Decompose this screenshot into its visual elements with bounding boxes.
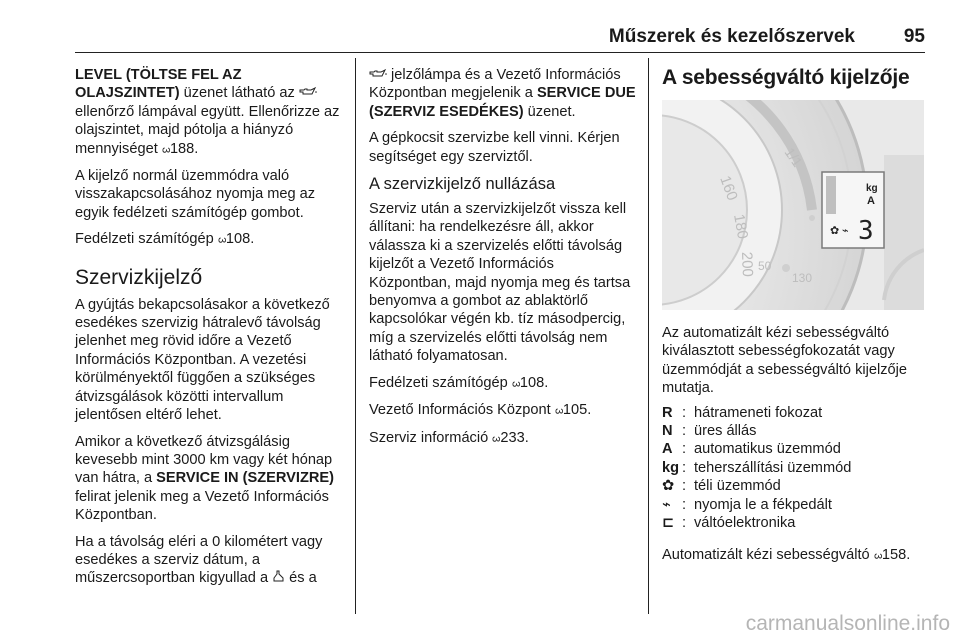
winter-mode-icon: ✿ [662,478,675,495]
paragraph: A gépkocsit szervizbe kell vinni. Kérjen segítséget egy szerviztől. [369,130,620,165]
bold-term: SERVICE IN (SZERVIZRE) [156,470,335,487]
legend-table [662,404,851,533]
paragraph: Az automatizált kézi sebességváltó kiválasztott sebességfokozatát vagy üzemmódját a sebességváltó kijelzője mutatja. [662,325,907,397]
legend-row [662,422,851,440]
page-ref-link[interactable]: 108. [225,231,255,248]
legend-row [662,496,851,514]
page-ref-icon: 3 [870,553,883,560]
paragraph [662,546,932,565]
text: Amikor a következő átvizsgálásig kevesebb mint 3000 km vagy két hónap van hátra, a [75,433,333,487]
paragraph [75,66,345,159]
text: és a [285,570,317,587]
text: ellenőrző lámpával együtt. Ellenőrizze az olajszintet, majd pótolja a hiányzó mennyiséget [75,103,340,157]
page-ref-link[interactable]: 108. [519,374,549,391]
legend-colon: : [682,459,687,476]
text: üzenet látható az [179,85,299,102]
subsection-heading: A szervizkijelző nullázása [369,175,556,194]
legend-key: A [662,441,673,458]
legend-desc: üres állás [694,423,757,440]
brake-pedal-icon: ⌁ [842,225,849,237]
page-ref-icon: 3 [552,408,565,415]
dial-tick-label: 200 [738,251,756,278]
paragraph [75,533,345,588]
legend-row [662,459,851,477]
legend-desc: nyomja le a fékpedált [694,496,832,513]
page-ref-link[interactable]: 188. [169,140,199,157]
winter-mode-icon: ✿ [830,225,840,237]
page-ref-link[interactable]: 105. [562,402,592,419]
paragraph [369,401,639,420]
display-kg-label: kg [866,183,878,194]
gearbox-display-illustration [662,100,924,310]
text: Vezető Információs Központ [369,402,555,419]
dial-tick-label: 130 [792,271,813,285]
page-ref-icon: 3 [215,237,228,244]
paragraph [75,433,345,525]
legend-colon: : [682,404,687,421]
legend-row [662,440,851,458]
oil-can-icon [369,66,387,84]
paragraph: A kijelző normál üzemmódra való visszakapcsolásához nyomja meg az egyik fedélzeti számítógép gombot. [75,168,316,221]
column-divider-2 [648,58,649,614]
bold-term: SERVICE DUE (SZERVIZ ESEDÉKES) [369,85,636,120]
page-number: 95 [903,26,925,47]
legend-desc: téli üzemmód [694,478,781,495]
watermark-footer[interactable]: carmanualsonline.info [745,612,950,635]
dial-tick-label: 160 [716,173,741,203]
legend-desc: váltóelektronika [694,515,796,532]
bold-term: LEVEL (TÖLTSE FEL AZ OLAJSZINTET) [75,67,242,102]
paragraph: Szerviz után a szervizkijelzőt vissza kell állítani: ha rendelkezésre áll, akkor válassza ki a szervizelés előtti távolság kijelzőt a Vezető Információs Központban, majd nyomja meg és tartsa benyomva a gombot az ablaktörlő kapcsolókar végén kb. tíz másodpercig, míg a szervizelés előtti távolság nem látható folyamatosan. [369,201,631,365]
page-ref-link[interactable]: 233. [500,429,529,446]
text: jelzőlámpa és a Vezető Információs Központban megjelenik a [369,67,621,102]
page-ref-icon: 3 [489,435,502,442]
column-2 [369,66,639,456]
page-ref-link[interactable]: 158. [881,547,911,564]
section-heading: Szervizkijelző [75,265,203,289]
service-wrench-icon [272,569,285,587]
legend-desc: automatikus üzemmód [694,441,841,458]
text: üzenet. [523,103,576,120]
text: Ha a távolság eléri a 0 kilométert vagy esedékes a szerviz dátum, a műszercsoportban kigyullad a [75,533,323,587]
display-auto-label: A [867,195,875,207]
paragraph: A gyújtás bekapcsolásakor a következő esedékes szervizig hátralevő távolság jelenhet meg rövid időre a Vezető Információs Központban. A vezetési körülményektől függően a szükséges átvizsgálások közötti intervallum jelentősen eltérő lehet. [75,296,330,424]
legend-key: N [662,423,673,440]
text: Automatizált kézi sebességváltó [662,547,874,564]
column-3 [662,66,932,574]
oil-can-icon [299,84,317,102]
paragraph [369,429,639,448]
legend-colon: : [682,515,687,532]
legend-colon: : [682,496,687,513]
paragraph [369,374,639,393]
legend-desc: teherszállítási üzemmód [694,459,852,476]
dial-tick-label: 50 [758,259,772,273]
brake-pedal-icon: ⌁ [662,496,671,513]
legend-key: kg [662,459,680,476]
column-1 [75,66,345,588]
instrument-cluster-drawing [662,100,924,310]
header-rule [75,52,925,53]
dial-fraction-label: 1/1 [781,144,806,170]
header-title: Műszerek és kezelőszervek [608,26,855,47]
text: Szerviz információ [369,429,493,446]
transmission-electronics-icon: ⊏ [662,515,675,532]
legend-row [662,514,851,532]
page-ref-icon: 3 [159,146,172,153]
legend-desc: hátrameneti fokozat [694,404,823,421]
page-ref-icon: 3 [509,380,522,387]
text: Fedélzeti számítógép [369,374,512,391]
legend-row [662,477,851,495]
text: felirat jelenik meg a Vezető Információs Központban. [75,488,329,524]
dial-tick-label: 180 [730,212,752,241]
display-gear-number: 3 [858,216,874,246]
legend-row [662,404,851,422]
legend-colon: : [682,478,687,495]
page-header [75,26,925,48]
column-divider-1 [355,58,356,614]
section-heading: A sebességváltó kijelzője [662,66,910,89]
text: Fedélzeti számítógép [75,231,218,248]
legend-colon: : [682,423,687,440]
paragraph [75,230,345,249]
legend-key: R [662,404,673,421]
paragraph [369,66,639,121]
legend-colon: : [682,441,687,458]
